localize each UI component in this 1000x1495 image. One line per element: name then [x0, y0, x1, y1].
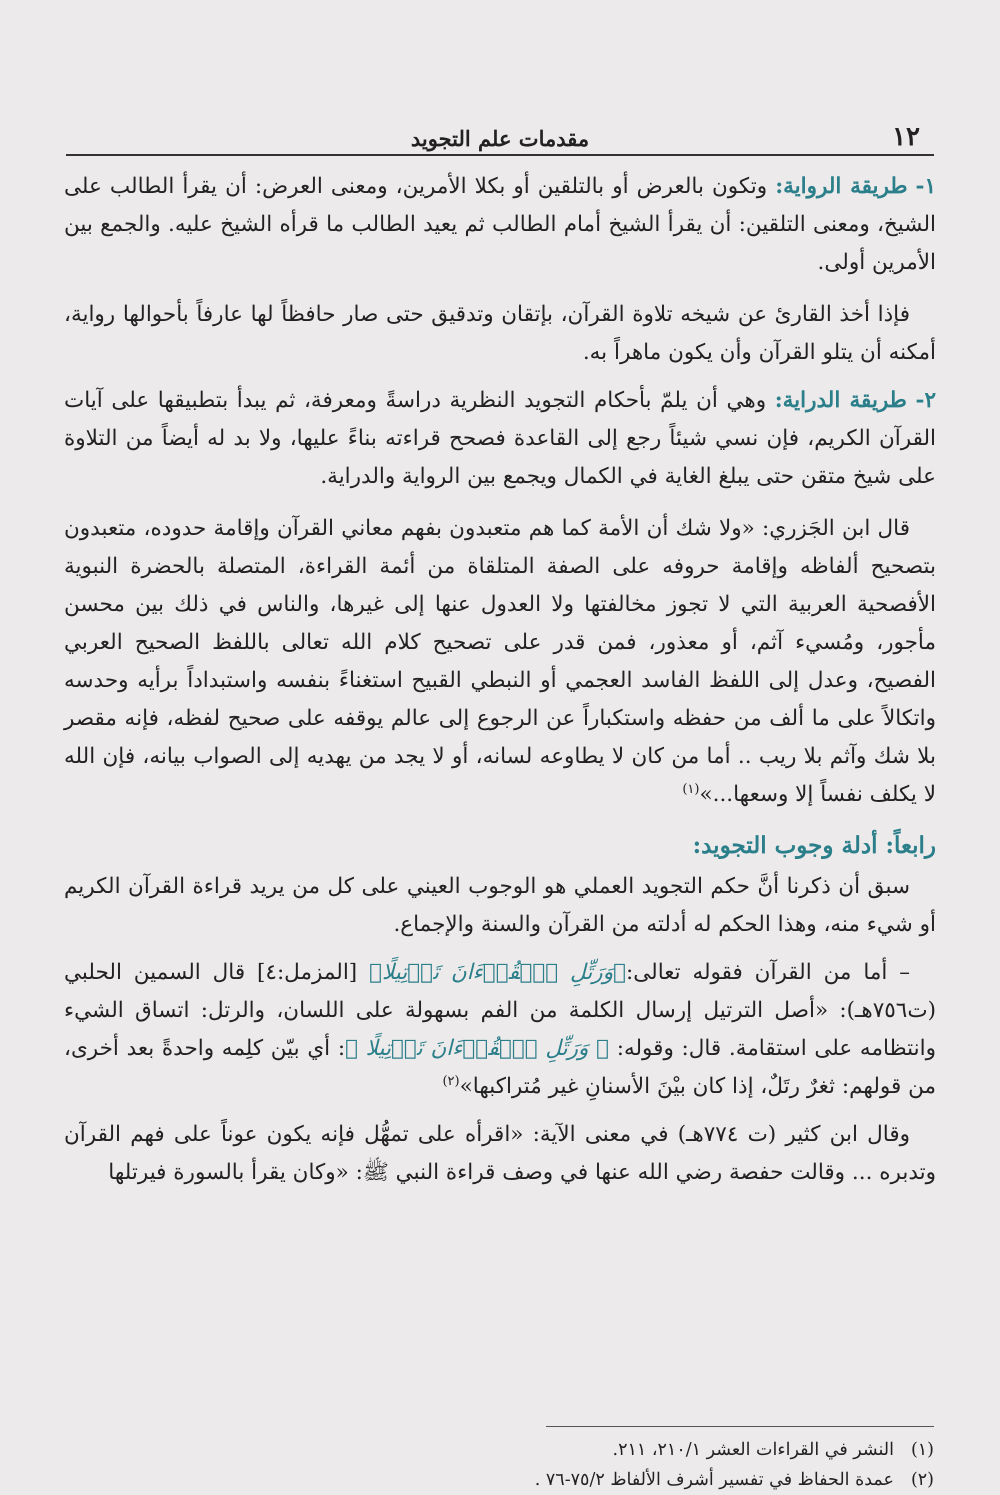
- quran-verse: ﴿ وَرَتِّلِ ٱلۡقُرۡءَانَ تَرۡتِيلًا ﴾: [345, 1036, 610, 1061]
- footnote-ref: (٢): [442, 1073, 460, 1089]
- footnotes: [66, 1435, 934, 1495]
- proof-text: : أي بيّن كلِمه واحدةً بعد أخرى، من قولهم: ثغرٌ رتَلٌ، إذا كان بيْنَ الأسنانِ غير مُتراكبها»: [64, 1036, 936, 1099]
- quran-proof: [64, 954, 936, 1106]
- item-number: ٢-: [915, 388, 936, 413]
- list-item-diraya: [64, 382, 936, 496]
- quran-verse: ﴿وَرَتِّلِ ٱلۡقُرۡءَانَ تَرۡتِيلًا﴾: [369, 960, 626, 985]
- footnote-number: (٢): [910, 1470, 934, 1490]
- quote-text: قال ابن الجَزري: «ولا شك أن الأمة كما هم متعبدون بفهم معاني القرآن وإقامة حدوده، متعبدون بتصحيح ألفاظه وإقامة حروفه على الصفة المتلقاة من أئمة القراءة، المتصلة بالحضرة النبوية الأفصحية العربية التي لا تجوز مخالفتها ولا العدول عنها إلى غيرها، والناس في ذلك بين محسن مأجور، ومُسيء آثم، أو معذور، فمن قدر على تصحيح كلام الله تعالى باللفظ الصحيح العربي الفصيح، وعدل إلى اللفظ الفاسد العجمي أو النبطي القبيح استغناءً بنفسه واستبداداً برأيه وحدسه واتكالاً على ما ألف من حفظه واستكباراً عن الرجوع إلى عالم يوقفه على صحيح لفظه، فإنه مقصر بلا شك وآثم بلا ريب .. أما من كان لا يطاوعه لسانه، أو لا يجد من يهديه إلى الصواب بيانه، فإن الله لا يكلف نفساً إلا وسعها...»: [64, 516, 936, 807]
- page-header: [66, 118, 934, 154]
- quote-ibn-jazari: [64, 510, 936, 814]
- running-title: مقدمات علم التجويد: [410, 126, 590, 151]
- list-item-riwaya: [64, 168, 936, 282]
- footnote-ref: (١): [682, 781, 700, 797]
- paragraph: فإذا أخذ القارئ عن شيخه تلاوة القرآن، بإتقان وتدقيق حتى صار حافظاً لها عارفاً بأحوالها رواية، أمكنه أن يتلو القرآن وأن يكون ماهراً به.: [64, 302, 936, 365]
- footnote-text: النشر في القراءات العشر ٢١٠/١، ٢١١.: [612, 1440, 894, 1460]
- footnote-number: (١): [910, 1440, 934, 1460]
- body-text: [64, 168, 936, 1192]
- verse-citation: [المزمل:٤]: [256, 960, 358, 985]
- item-text: وتكون بالعرض أو بالتلقين أو بكلا الأمرين، ومعنى العرض: أن يقرأ الطالب على الشيخ، ومعنى التلقين: أن يقرأ الشيخ أمام الطالب ثم يعيد الطالب ما قرأه الشيخ عليه. والجمع بين الأمرين أولى.: [64, 174, 936, 275]
- item-heading: طريقة الرواية:: [775, 174, 908, 199]
- item-heading: طريقة الدراية:: [774, 388, 907, 413]
- item-text: وهي أن يلمّ بأحكام التجويد النظرية دراسةً ومعرفة، ثم يبدأ بتطبيقها على آيات القرآن الكريم، فإن نسي شيئاً رجع إلى القاعدة فصحح قراءته بناءً عليها، ولا بد له أيضاً من التلاوة على شيخ متقن حتى يبلغ الغاية في الكمال ويجمع بين الرواية والدراية.: [64, 388, 936, 489]
- paragraph-ibn-kathir: وقال ابن كثير (ت ٧٧٤هـ) في معنى الآية: «اقرأه على تمهُّل فإنه يكون عوناً على فهم القرآن وتدبره ... وقالت حفصة رضي الله عنها في وصف قراءة النبي ﷺ: «وكان يقرأ بالسورة فيرتلها: [64, 1122, 936, 1185]
- section-heading: رابعاً: أدلة وجوب التجويد:: [692, 832, 936, 859]
- proof-intro: – أما من القرآن فقوله تعالى:: [625, 960, 910, 985]
- footnote-rule: [546, 1426, 934, 1427]
- item-number: ١-: [915, 174, 937, 199]
- paragraph: سبق أن ذكرنا أنَّ حكم التجويد العملي هو الوجوب العيني على كل من يريد قراءة القرآن الكريم أو شيء منه، وهذا الحكم له أدلته من القرآن والسنة والإجماع.: [64, 874, 936, 937]
- page-number: ١٢: [892, 122, 920, 152]
- footnote: [66, 1465, 934, 1495]
- footnote-text: عمدة الحفاظ في تفسير أشرف الألفاظ ٧٥/٢-٧٦ .: [534, 1470, 894, 1490]
- footnote: [66, 1435, 934, 1465]
- header-rule: [66, 154, 934, 156]
- proof-text: قال السمين الحلبي (ت٧٥٦هـ): «أصل الترتيل إرسال الكلمة من الفم بسهولة على اللسان، والرتل: اتساق الشيء وانتظامه على استقامة. قال: وقوله:: [64, 960, 936, 1061]
